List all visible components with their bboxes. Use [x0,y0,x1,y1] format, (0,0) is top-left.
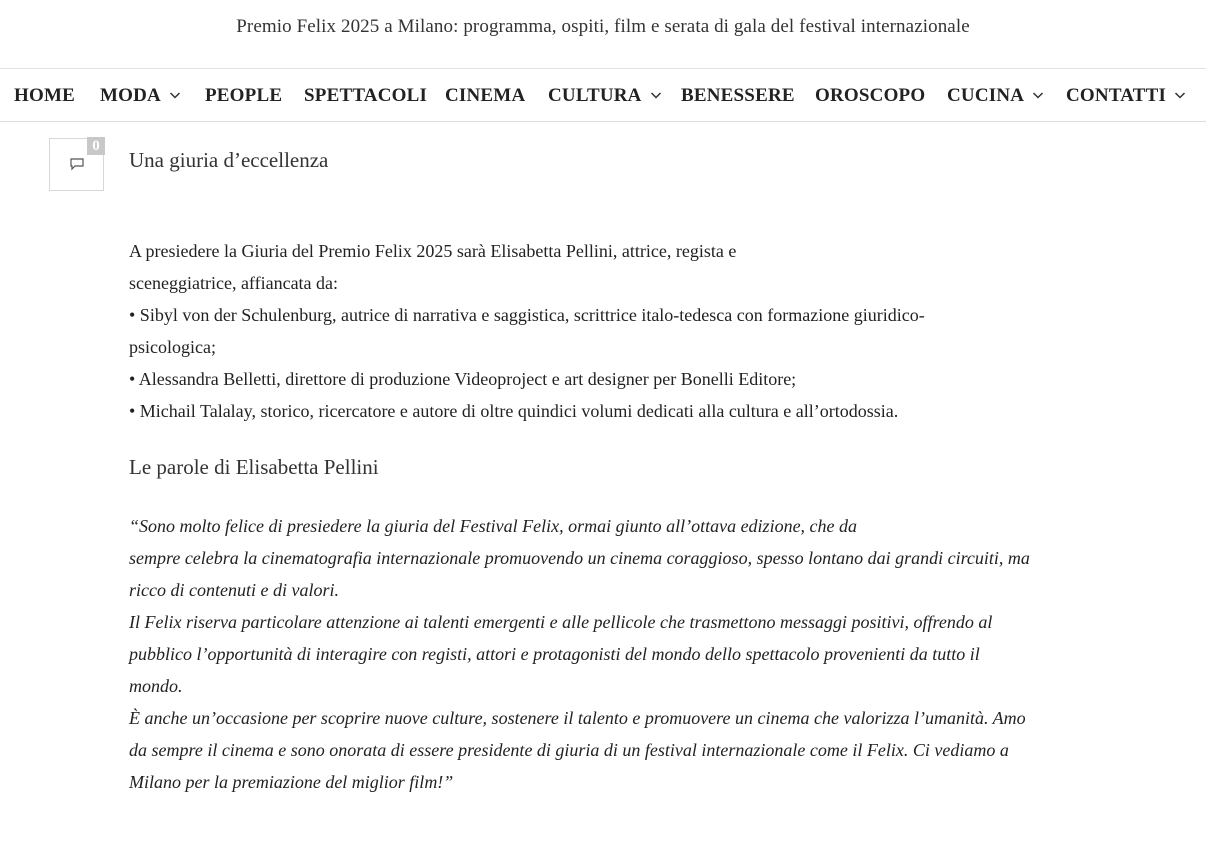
nav-item-oroscopo[interactable] [815,85,925,107]
text-line: • Michail Talalay, storico, ricercatore e autore di oltre quindici volumi dedicati alla cultura e all’ortodossia. [129,401,899,421]
nav-item-benessere[interactable] [681,85,795,107]
section-heading-jury: Una giuria d’eccellenza [129,148,329,172]
nav-item-cultura[interactable] [548,85,662,107]
chevron-down-icon [169,89,181,101]
nav-item-label: CONTATTI [1066,85,1167,106]
jury-paragraph [129,235,925,427]
text-line: • Sibyl von der Schulenburg, autrice di narrativa e saggistica, scrittrice italo-tedesca con formazione giuridico- [129,305,925,325]
nav-item-spettacoli[interactable] [304,85,427,107]
quote-line: mondo. [129,676,183,696]
comment-count-badge: 0 [87,137,105,155]
nav-item-label: SPETTACOLI [304,85,428,106]
quote-line: sempre celebra la cinematografia internazionale promuovendo un cinema coraggioso, spesso lontano dai grandi circuiti, ma [129,548,1030,568]
comment-icon [70,157,84,176]
quote-line: Il Felix riserva particolare attenzione ai talenti emergenti e alle pellicole che trasmettono messaggi positivi, offrendo al [129,612,993,632]
nav-item-label: MODA [100,85,161,106]
nav-item-cucina[interactable] [947,85,1044,107]
quote-line: Milano per la premiazione del miglior film!” [129,772,454,792]
nav-item-label: BENESSERE [681,85,795,106]
nav-item-contatti[interactable] [1066,85,1186,107]
nav-item-moda[interactable] [100,85,181,107]
chevron-down-icon [1174,89,1186,101]
main-navigation [0,69,1206,122]
quote-line: da sempre il cinema e sono onorata di essere presidente di giuria di un festival internazionale come il Felix. Ci vediamo a [129,740,1009,760]
nav-item-label: HOME [14,85,75,106]
text-line: sceneggiatrice, affiancata da: [129,273,339,293]
quote-line: pubblico l’opportunità di interagire con registi, attori e protagonisti del mondo dello spettacolo provenienti da tutto il [129,644,980,664]
nav-item-home[interactable] [14,85,75,107]
top-headline-bar [0,0,1206,69]
chevron-down-icon [650,89,662,101]
quote-line: È anche un’occasione per scoprire nuove culture, sostenere il talento e promuovere un cinema che valorizza l’umanità. Amo [129,708,1026,728]
headline-link[interactable]: Premio Felix 2025 a Milano: programma, ospiti, film e serata di gala del festival internazionale [236,16,970,37]
section-heading-words: Le parole di Elisabetta Pellini [129,455,379,479]
chevron-down-icon [1032,89,1044,101]
quote-paragraph [129,510,1149,798]
quote-line: ricco di contenuti e di valori. [129,580,339,600]
nav-item-label: CULTURA [548,85,642,106]
nav-item-label: CUCINA [947,85,1025,106]
nav-item-label: PEOPLE [205,85,283,106]
text-line: A presiedere la Giuria del Premio Felix 2025 sarà Elisabetta Pellini, attrice, regista e [129,241,737,261]
quote-line: “Sono molto felice di presiedere la giuria del Festival Felix, ormai giunto all’ottava edizione, che da [129,516,858,536]
text-line: • Alessandra Belletti, direttore di produzione Videoproject e art designer per Bonelli Editore; [129,369,797,389]
nav-item-people[interactable] [205,85,282,107]
text-line: psicologica; [129,337,216,357]
nav-item-label: CINEMA [445,85,526,106]
nav-item-label: OROSCOPO [815,85,926,106]
nav-item-cinema[interactable] [445,85,525,107]
